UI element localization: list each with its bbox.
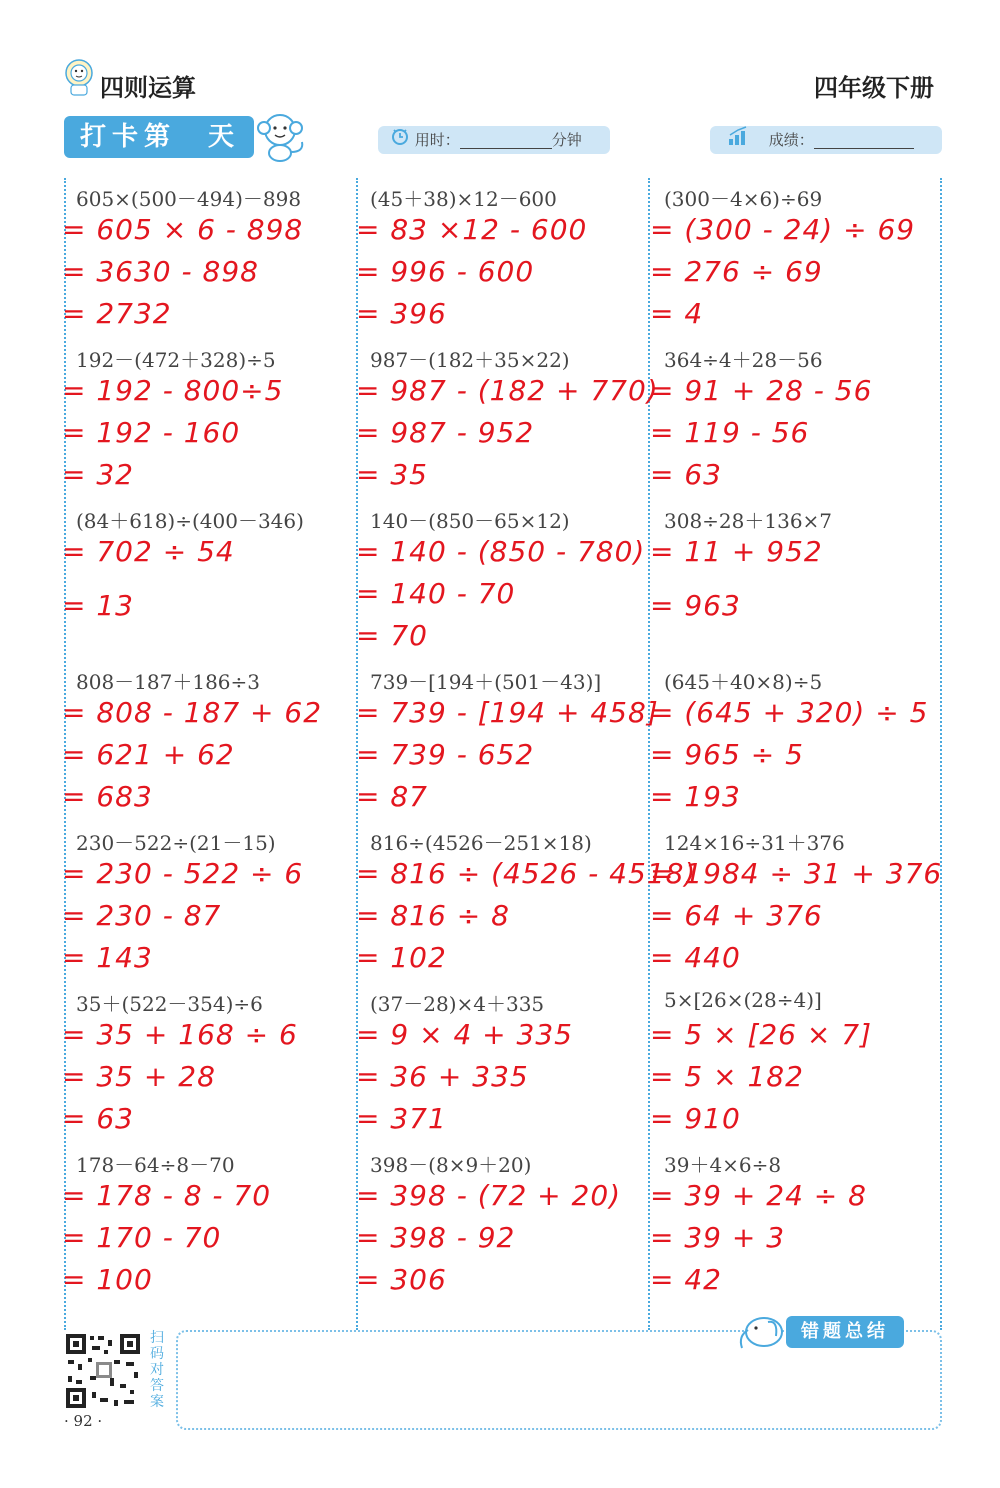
handwritten-step: = 965 ÷ 5 (650, 738, 804, 771)
handwritten-step: = 276 ÷ 69 (650, 255, 823, 288)
problem-expression: 398－(8×9＋20) (370, 1153, 532, 1177)
problem-expression: 140－(850－65×12) (370, 509, 570, 533)
problem-expression: 192－(472＋328)÷5 (76, 348, 276, 372)
handwritten-step: = 910 (650, 1102, 741, 1135)
time-field (378, 126, 610, 154)
handwritten-step: = 808 - 187 + 62 (62, 696, 323, 729)
elephant-mascot-icon (734, 1308, 786, 1352)
handwritten-step: = 140 - 70 (356, 577, 516, 610)
handwritten-step: = 371 (356, 1102, 447, 1135)
handwritten-step: = 987 - 952 (356, 416, 535, 449)
handwritten-step: = 702 ÷ 54 (62, 535, 235, 568)
handwritten-step: = 816 ÷ (4526 - 4518) (356, 857, 697, 890)
problem-expression: 739－[194＋(501－43)] (370, 670, 602, 694)
handwritten-step: = 816 ÷ 8 (356, 899, 510, 932)
handwritten-step: = 9 × 4 + 335 (356, 1018, 573, 1051)
handwritten-step: = 83 ×12 - 600 (356, 213, 588, 246)
problem-expression: (300－4×6)÷69 (664, 187, 823, 211)
time-unit: 分钟 (551, 131, 582, 149)
lion-mascot-icon (62, 58, 96, 96)
handwritten-step: = (645 + 320) ÷ 5 (650, 696, 929, 729)
handwritten-step: = 4 (650, 297, 704, 330)
problem-expression: 39＋4×6÷8 (664, 1153, 782, 1177)
handwritten-step: = 119 - 56 (650, 416, 810, 449)
problem-expression: (37－28)×4＋335 (370, 992, 545, 1016)
handwritten-step: = 2732 (62, 297, 172, 330)
handwritten-step: = 63 (62, 1102, 134, 1135)
column-divider (940, 178, 942, 1330)
handwritten-step: = 230 - 522 ÷ 6 (62, 857, 304, 890)
handwritten-step: = 36 + 335 (356, 1060, 529, 1093)
problem-expression: 230－522÷(21－15) (76, 831, 276, 855)
problem-expression: 308÷28＋136×7 (664, 509, 833, 533)
handwritten-step: = 35 + 28 (62, 1060, 216, 1093)
handwritten-step: = 5 × [26 × 7] (650, 1018, 872, 1051)
handwritten-step: = 140 - (850 - 780) (356, 535, 646, 568)
handwritten-step: = 3630 - 898 (62, 255, 259, 288)
qr-code-icon[interactable] (64, 1332, 142, 1410)
handwritten-step: = 35 (356, 458, 428, 491)
error-summary-label: 错题总结 (786, 1316, 904, 1348)
handwritten-step: = 11 + 952 (650, 535, 823, 568)
handwritten-step: = 192 - 160 (62, 416, 241, 449)
handwritten-step: = 398 - (72 + 20) (356, 1179, 622, 1212)
problem-expression: 124×16÷31＋376 (664, 831, 845, 855)
handwritten-step: = 143 (62, 941, 153, 974)
handwritten-step: = 5 × 182 (650, 1060, 804, 1093)
handwritten-step: = 621 + 62 (62, 738, 235, 771)
handwritten-step: = 230 - 87 (62, 899, 222, 932)
handwritten-step: = 996 - 600 (356, 255, 535, 288)
handwritten-step: = 70 (356, 619, 428, 652)
handwritten-step: = 739 - 652 (356, 738, 535, 771)
handwritten-step: = 102 (356, 941, 447, 974)
handwritten-step: = 42 (650, 1263, 722, 1296)
problem-expression: 987－(182＋35×22) (370, 348, 570, 372)
handwritten-step: = 91 + 28 - 56 (650, 374, 873, 407)
handwritten-step: = 987 - (182 + 770) (356, 374, 659, 407)
handwritten-step: = 13 (62, 589, 134, 622)
problem-expression: (45＋38)×12－600 (370, 187, 557, 211)
handwritten-step: = 396 (356, 297, 447, 330)
handwritten-step: = 100 (62, 1263, 153, 1296)
handwritten-step: = 963 (650, 589, 741, 622)
score-blank[interactable] (814, 132, 914, 149)
handwritten-step: = 605 × 6 - 898 (62, 213, 304, 246)
handwritten-step: = 440 (650, 941, 741, 974)
handwritten-step: = 35 + 168 ÷ 6 (62, 1018, 298, 1051)
handwritten-step: = 192 - 800÷5 (62, 374, 284, 407)
handwritten-step: = 32 (62, 458, 134, 491)
handwritten-step: = 683 (62, 780, 153, 813)
problem-expression: 808－187＋186÷3 (76, 670, 261, 694)
problem-expression: 816÷(4526－251×18) (370, 831, 592, 855)
time-label: 用时： (414, 131, 460, 149)
problem-expression: (84＋618)÷(400－346) (76, 509, 304, 533)
grade-title: 四年级下册 (814, 74, 934, 102)
problem-expression: 5×[26×(28÷4)] (664, 988, 822, 1012)
clock-icon (390, 126, 410, 155)
handwritten-step: = 39 + 24 ÷ 8 (650, 1179, 867, 1212)
handwritten-step: = 178 - 8 - 70 (62, 1179, 272, 1212)
problem-expression: 605×(500－494)－898 (76, 187, 302, 211)
handwritten-step: = 1984 ÷ 31 + 376 (650, 857, 943, 890)
handwritten-step: = (300 - 24) ÷ 69 (650, 213, 916, 246)
checkin-banner: 打卡第 天 (64, 116, 254, 158)
handwritten-step: = 39 + 3 (650, 1221, 786, 1254)
page-number: · 92 · (64, 1412, 103, 1430)
problem-expression: (645＋40×8)÷5 (664, 670, 823, 694)
monkey-mascot-icon (254, 110, 310, 162)
problem-expression: 364÷4＋28－56 (664, 348, 823, 372)
handwritten-step: = 64 + 376 (650, 899, 823, 932)
handwritten-step: = 193 (650, 780, 741, 813)
score-field (710, 126, 942, 154)
scan-for-answers-label: 扫码对答案 (150, 1330, 164, 1410)
handwritten-step: = 398 - 92 (356, 1221, 516, 1254)
unit-title: 四则运算 (100, 74, 196, 102)
handwritten-step: = 87 (356, 780, 428, 813)
handwritten-step: = 306 (356, 1263, 447, 1296)
score-label: 成绩： (768, 131, 814, 149)
time-blank[interactable] (460, 132, 552, 149)
problem-expression: 178－64÷8－70 (76, 1153, 235, 1177)
handwritten-step: = 170 - 70 (62, 1221, 222, 1254)
chart-icon (728, 126, 750, 155)
handwritten-step: = 739 - [194 + 458] (356, 696, 659, 729)
problem-expression: 35＋(522－354)÷6 (76, 992, 263, 1016)
handwritten-step: = 63 (650, 458, 722, 491)
